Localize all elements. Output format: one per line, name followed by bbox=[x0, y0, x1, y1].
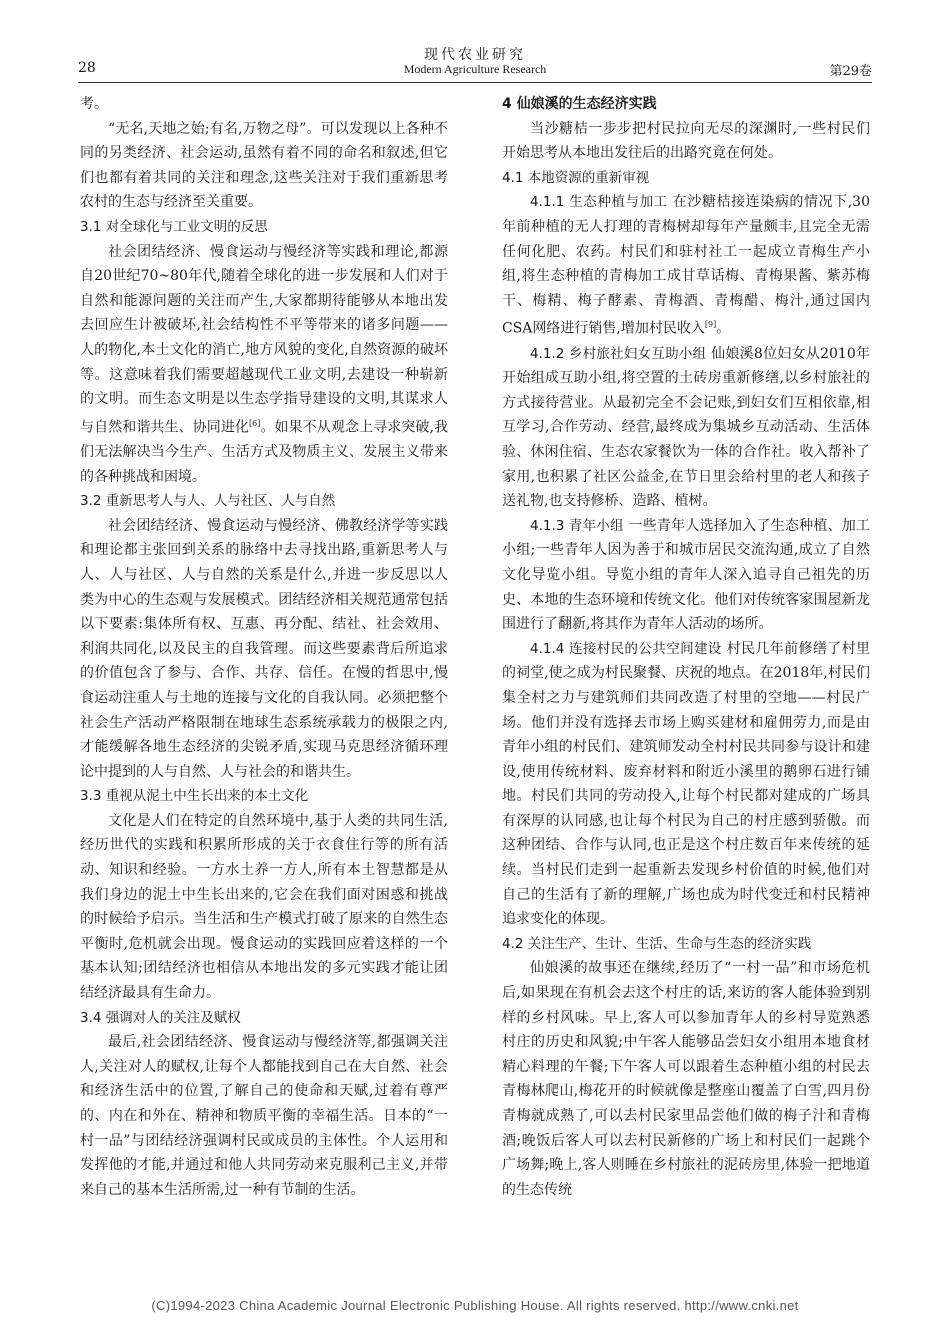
section-heading-3-1: 3.1 对全球化与工业文明的反思 bbox=[80, 218, 268, 235]
left-column bbox=[80, 92, 448, 1202]
subsection-4-1-1: 4.1.1 生态种植与加工 在沙糖桔接连染病的情况下,30年前种植的无人打理的青梅树却每年产量颇丰,且完全无需任何化肥、农药。村民们和驻村社工一起成立青梅生产小组,将生态种植的青梅加工成甘草话梅、青梅果酱、紫苏梅干、梅精、梅子酵素、青梅酒、青梅醋、梅汁,通过国内CSA网络进行销售,增加村民收入[9]。 bbox=[502, 194, 870, 337]
section-heading-3-4: 3.4 强调对人的关注及赋权 bbox=[80, 1009, 241, 1026]
subsection-title: 4.1.4 连接村民的公共空间建设 bbox=[530, 640, 722, 657]
paragraph: 最后,社会团结经济、慢食运动与慢经济等,都强调关注人,关注对人的赋权,让每个人都能找到自己在大自然、社会和经济生活中的位置,了解自己的使命和天赋,过着有尊严的、内在和外在、精神和物质平衡的幸福生活。日本的“一村一品”与团结经济强调村民或成员的主体性。个人运用和发挥他的才能,并通过和他人共同劳动来克服利己主义,并带来自己的基本生活所需,过一种有节制的生活。 bbox=[80, 1034, 448, 1198]
section-heading-3-3: 3.3 重视从泥土中生长出来的本土文化 bbox=[80, 788, 309, 805]
citation-ref[interactable]: [6] bbox=[249, 418, 261, 428]
paragraph: 仙娘溪的故事还在继续,经历了“一村一品”和市场危机后,如果现在有机会去这个村庄的话,来访的客人能体验到别样的乡村风味。早上,客人可以参加青年人的乡村导览熟悉村庄的历史和风貌;中午客人能够品尝妇女小组用本地食材精心料理的午餐;下午客人可以跟着生态种植小组的村民去青梅林爬山,梅花开的时候就像是整座山覆盖了白雪,四月份青梅就成熟了,可以去村民家里品尝他们做的梅子汁和青梅酒;晚饭后客人可以去村民新修的广场上和村民们一起跳个广场舞;晚上,客人则睡在乡村旅社的泥砖房里,体验一把地道的生态传统 bbox=[502, 960, 870, 1198]
page-header bbox=[78, 44, 872, 83]
paragraph: 社会团结经济、慢食运动与慢经济等实践和理论,都源自20世纪70~80年代,随着全球化的进一步发展和人们对于自然和能源问题的关注而产生,大家都期待能够从本地出发去回应生计被破坏,社会结构性不平等带来的诸多问题——人的物化,本土文化的消亡,地方风貌的变化,自然资源的破坏等。这意味着我们需要超越现代工业文明,去建设一种崭新的文明。而生态文明是以生态学指导建设的文明,其谋求人与自然和谐共生、协同进化[6]。如果不从观念上寻求突破,我们无法解决当今生产、生活方式及物质主义、发展主义带来的各种挑战和困境。 bbox=[80, 243, 449, 485]
paragraph: 考。 bbox=[80, 96, 108, 112]
subsection-title: 4.1.1 生态种植与加工 bbox=[530, 194, 668, 211]
paragraph: “无名,天地之始;有名,万物之母”。可以发现以上各种不同的另类经济、社会运动,虽然有着不同的命名和叙述,但它们也都有着共同的关注和理念,这些关注对于我们重新思考农村的生态与经济至关重要。 bbox=[80, 120, 448, 211]
paragraph: 社会团结经济、慢食运动与慢经济、佛教经济学等实践和理论都主张回到关系的脉络中去寻找出路,重新思考人与人、人与社区、人与自然的关系是什么,并进一步反思以人类为中心的生态观与发展模式。团结经济相关规范通常包括以下要素:集体所有权、互惠、再分配、结社、社会效用、利润共同化,以及民主的自我管理。而这些要素背后所追求的价值包含了参与、合作、共存、信任。在慢的哲思中,慢食运动注重人与土地的连接与文化的自我认同。必须把整个社会生产活动严格限制在地球生态系统承载力的极限之内,才能缓解各地生态经济的尖锐矛盾,实现马克思经济循环理论中提到的人与自然、人与社会的和谐共生。 bbox=[80, 517, 448, 780]
journal-title-cn: 现代农业研究 bbox=[424, 47, 526, 63]
section-heading-4-2: 4.2 关注生产、生计、生活、生命与生态的经济实践 bbox=[502, 935, 812, 952]
journal-title-en: Modern Agriculture Research bbox=[403, 62, 547, 76]
volume-label: 第29卷 bbox=[829, 64, 872, 79]
subsection-title: 4.1.3 青年小组 bbox=[530, 517, 624, 534]
paragraph: 当沙糖桔一步步把村民拉向无尽的深渊时,一些村民们开始思考从本地出发往后的出路究竟在何处。 bbox=[502, 120, 870, 162]
subsection-4-1-2: 4.1.2 乡村旅社妇女互助小组 仙娘溪8位妇女从2010年开始组成互助小组,将空置的土砖房重新修缮,以乡村旅社的方式接待营业。从最初完全不会记账,到妇女们互相依靠,相互学习,合作劳动、经营,最终成为集城乡互动活动、生活体验、休闲住宿、生态农家餐饮为一体的合作社。收入帮补了家用,也积累了社区公益金,在节日里会给村里的老人和孩子送礼物,也支持修桥、造路、植树。 bbox=[502, 345, 870, 510]
subsection-title: 4.1.2 乡村旅社妇女互助小组 bbox=[530, 345, 707, 362]
citation-ref[interactable]: [9] bbox=[704, 320, 717, 330]
paragraph: 文化是人们在特定的自然环境中,基于人类的共同生活,经历世代的实践和积累所形成的关于衣食住行等的所有活动、知识和经验。一方水土养一方人,所有本土智慧都是从我们身边的泥土中生长出来的,它会在我们面对困惑和挑战的时候给予启示。当生活和生产模式打破了原来的自然生态平衡时,危机就会出现。慢食运动的实践回应着这样的一个基本认知;团结经济也相信从本地出发的多元实践才能让团结经济最具有生命力。 bbox=[80, 812, 448, 1002]
subsection-4-1-3: 4.1.3 青年小组 一些青年人选择加入了生态种植、加工小组;一些青年人因为善于和城市居民交流沟通,成立了自然文化导览小组。导览小组的青年人深入追寻自己祖先的历史、本地的生态环境和传统文化。他们对传统客家围屋新龙围进行了翻新,将其作为青年人活动的场所。 bbox=[502, 517, 871, 633]
section-heading-3-2: 3.2 重新思考人与人、人与社区、人与自然 bbox=[80, 493, 336, 510]
subsection-4-1-4: 4.1.4 连接村民的公共空间建设 村民几年前修缮了村里的祠堂,使之成为村民聚餐、庆祝的地点。在2018年,村民们集全村之力与建筑师们共同改造了村里的空地——村民广场。他们并没有选择去市场上购买建材和雇佣劳力,而是由青年小组的村民们、建筑师发动全村村民共同参与设计和建设,使用传统材料、废弃材料和附近小溪里的鹅卵石进行铺地。村民们共同的劳动投入,让每个村民都对建成的广场具有深厚的认同感,也让每个村民为自己的村庄感到骄傲。而这种团结、合作与认同,也正是这个村庄数百年来传统的延续。当村民们走到一起重新去发现乡村价值的时候,他们对自己的生活有了新的理解,广场也成为时代变迁和村民精神追求变化的体现。 bbox=[502, 640, 870, 928]
section-heading-4: 4 仙娘溪的生态经济实践 bbox=[502, 96, 657, 112]
right-column bbox=[502, 92, 870, 1202]
page-number: 28 bbox=[78, 60, 96, 76]
copyright-footer: (C)1994-2023 China Academic Journal Electronic Publishing House. All rights reserved. http://www.cnki.net bbox=[151, 1298, 799, 1313]
section-heading-4-1: 4.1 本地资源的重新审视 bbox=[502, 169, 650, 186]
